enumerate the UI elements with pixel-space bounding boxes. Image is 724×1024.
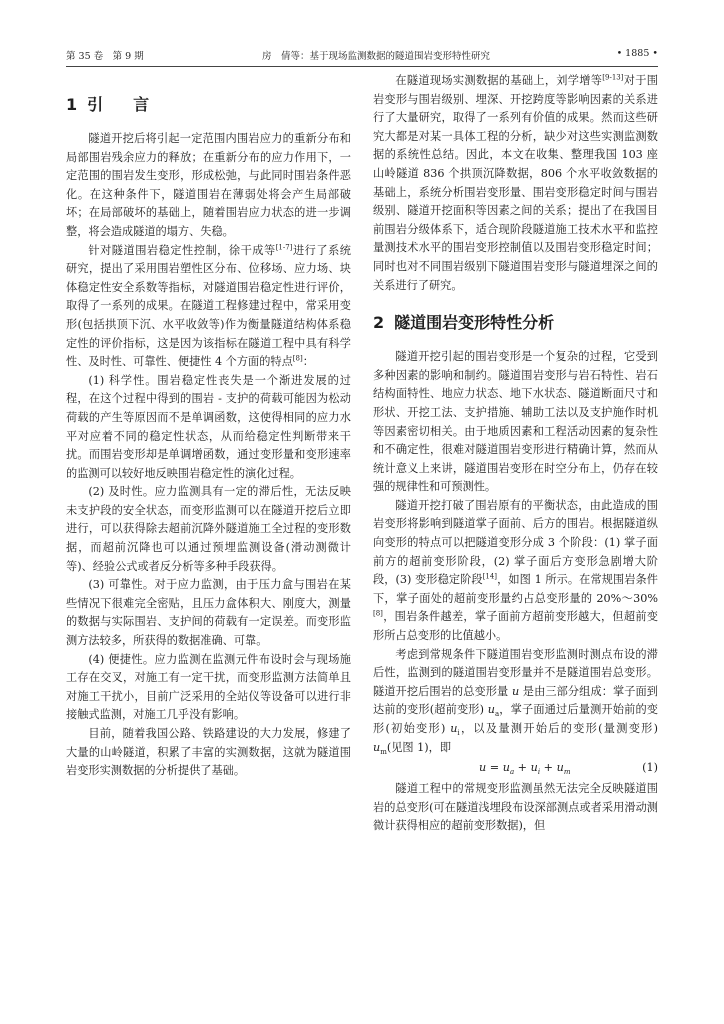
citation[interactable]: [14]: [482, 572, 498, 581]
left-column: [66, 72, 351, 781]
math-var: u: [373, 740, 381, 754]
paragraph: 考虑到常规条件下隧道围岩变形监测时测点布设的滞后性，监测到的隧道围岩变形量并不是隧道围岩总变形。隧道开挖后围岩的总变形量 u 是由三部分组成：掌子面到达前的变形(超前变形) $u_a$，掌子面通过后量测开始前的变形(初始变形) $u_i$，以及量测开始后的变形(量测变形) $u_m$(见图 1)，即: [373, 647, 658, 756]
math-var: u: [450, 722, 458, 735]
paragraph: 隧道开挖后将引起一定范围内围岩应力的重新分布和局部围岩残余应力的释放；在重新分布的应力作用下，一定范围的围岩发生变形，形成松弛，与此同时围岩条件恶化。在这种条件下，隧道围岩在薄弱处将会产生局部破坏；在局部破坏的基础上，随着围岩应力状态的进一步调整，将会造成隧道的塌方、失稳。: [66, 132, 351, 238]
citation[interactable]: [8]: [292, 354, 303, 363]
section-number: 1: [66, 95, 78, 114]
section-1-heading: [66, 94, 351, 116]
paragraph: (2) 及时性。应力监测具有一定的滞后性，无法反映未支护段的安全状态，而变形监测可以在隧道开挖后立即进行，可以获得除去超前沉降外隧道施工全过程的变形数据，而超前沉降也可以通过预埋监测设备(滑动测微计等)、经验公式或者反分析等多种手段获得。: [66, 485, 351, 573]
right-column: [373, 72, 658, 836]
citation[interactable]: [1-7]: [275, 242, 293, 251]
journal-volume-issue: 第 35 卷 第 9 期: [66, 51, 144, 62]
math-var: u: [511, 684, 520, 698]
section-title: 引 言: [87, 95, 157, 114]
running-title: 房 倩等：基于现场监测数据的隧道围岩变形特性研究: [262, 51, 491, 62]
paragraph: 针对隧道围岩稳定性控制，徐干成等[1-7]进行了系统研究，提出了采用围岩塑性区分布、位移场、应力场、块体稳定性安全系数等指标，对隧道围岩稳定性进行评价，取得了一系列的成果。在隧道工程修建过程中，常采用变形(包括拱顶下沉、水平收敛等)作为衡量隧道结构体系稳定性的评价指标，这是因为该指标在隧道工程中具有科学性、及时性、可靠性、便捷性 4 个方面的特点[8]：: [66, 242, 351, 369]
paragraph: 隧道工程中的常规变形监测虽然无法完全反映隧道围岩的总变形(可在隧道浅埋段布设深部测点或者采用滑动测微计获得相应的超前变形数据)，但: [373, 782, 658, 833]
page-number: • 1885 •: [616, 48, 658, 59]
paragraph: 在隧道现场实测数据的基础上，刘学增等[9-13]对于围岩变形与围岩级别、埋深、开挖跨度等影响因素的关系进行了大量研究，取得了一系列有价值的成果。然而这些研究大都是对某一具体工程的分析，缺少对这些实测监测数据的系统性总结。因此，本文在收集、整理我国 103 座山岭隧道 836 个拱顶沉降数据，806 个水平收敛数据的基础上，系统分析围岩变形量、围岩变形稳定时间与围岩级别、隧道开挖面积等因素之间的关系；提出了在我国目前围岩分级体系下，适合现阶段隧道施工技术水平和监控量测技术水平的围岩变形控制值以及围岩变形稳定时间；同时也对不同围岩级别下隧道围岩变形与隧道埋深之间的关系进行了研究。: [373, 73, 658, 292]
paragraph: (4) 便捷性。应力监测在监测元件布设时会与现场施工存在交叉，对施工有一定干扰，而变形监测方法简单且对施工干扰小，目前广泛采用的全站仪等设备可以进行非接触式监测，对施工几乎没有影响。: [66, 652, 351, 722]
math-var: u: [487, 703, 495, 717]
paragraph: 隧道开挖引起的围岩变形是一个复杂的过程，它受到多种因素的影响和制约。隧道围岩变形与岩石特性、岩石结构面特性、地应力状态、地下水状态、隧道断面尺寸和形状、开挖工法、支护措施、辅助工法以及支护施作时机等因素密切相关。由于地质因素和工程活动因素的复杂性和不确定性，很难对隧道围岩变形进行精确计算，然而从统计意义上来讲，隧道围岩变形在时空分布上，仍存在较强的规律性和可预测性。: [373, 350, 658, 494]
section-number: 2: [373, 313, 385, 333]
page-header: [66, 44, 658, 67]
equation-number: (1): [642, 761, 658, 775]
equation-1: [373, 758, 658, 778]
equation-expression: $u = u_a + u_i + u_m$: [479, 761, 571, 777]
citation[interactable]: [8]: [373, 609, 383, 618]
paragraph: (1) 科学性。围岩稳定性丧失是一个渐进发展的过程，在这个过程中得到的围岩 - 支护的荷载可能因为松动荷载的产生等原因而不是单调函数，这使得相同的应力水平对应着不同的稳定性状态，从而给稳定性判断带来干扰。而围岩变形却是单调增函数，通过变形量和变形速率的监测可以较好地反映围岩稳定性的演化过程。: [66, 373, 351, 480]
citation[interactable]: [9-13]: [602, 73, 624, 82]
paragraph: (3) 可靠性。对于应力监测，由于压力盒与围岩在某些情况下很难完全密贴，且压力盒体积大、刚度大，测量的数据与实际围岩、支护间的荷载有一定误差。而变形监测方法较多，所获得的数据准确、可靠。: [66, 578, 351, 648]
paragraph: 隧道开挖打破了围岩原有的平衡状态，由此造成的围岩变形将影响到隧道掌子面前、后方的围岩。根据隧道纵向变形的特点可以把隧道变形分成 3 个阶段：(1) 掌子面前方的超前变形阶段，(2) 掌子面后方变形急剧增大阶段，(3) 变形稳定阶段[14]，如图 1 所示。在常规围岩条件下，掌子面处的超前变形量约占总变形量的 20%～30%[8]，围岩条件越差，掌子面前方超前变形越大，但超前变形所占总变形的比值越小。: [373, 498, 658, 643]
section-2-heading: [373, 312, 658, 334]
section-title: 隧道围岩变形特性分析: [394, 313, 555, 333]
paragraph: 目前，随着我国公路、铁路建设的大力发展，修建了大量的山岭隧道，积累了丰富的实测数据，这就为隧道围岩变形实测数据的分析提供了基础。: [66, 727, 351, 778]
